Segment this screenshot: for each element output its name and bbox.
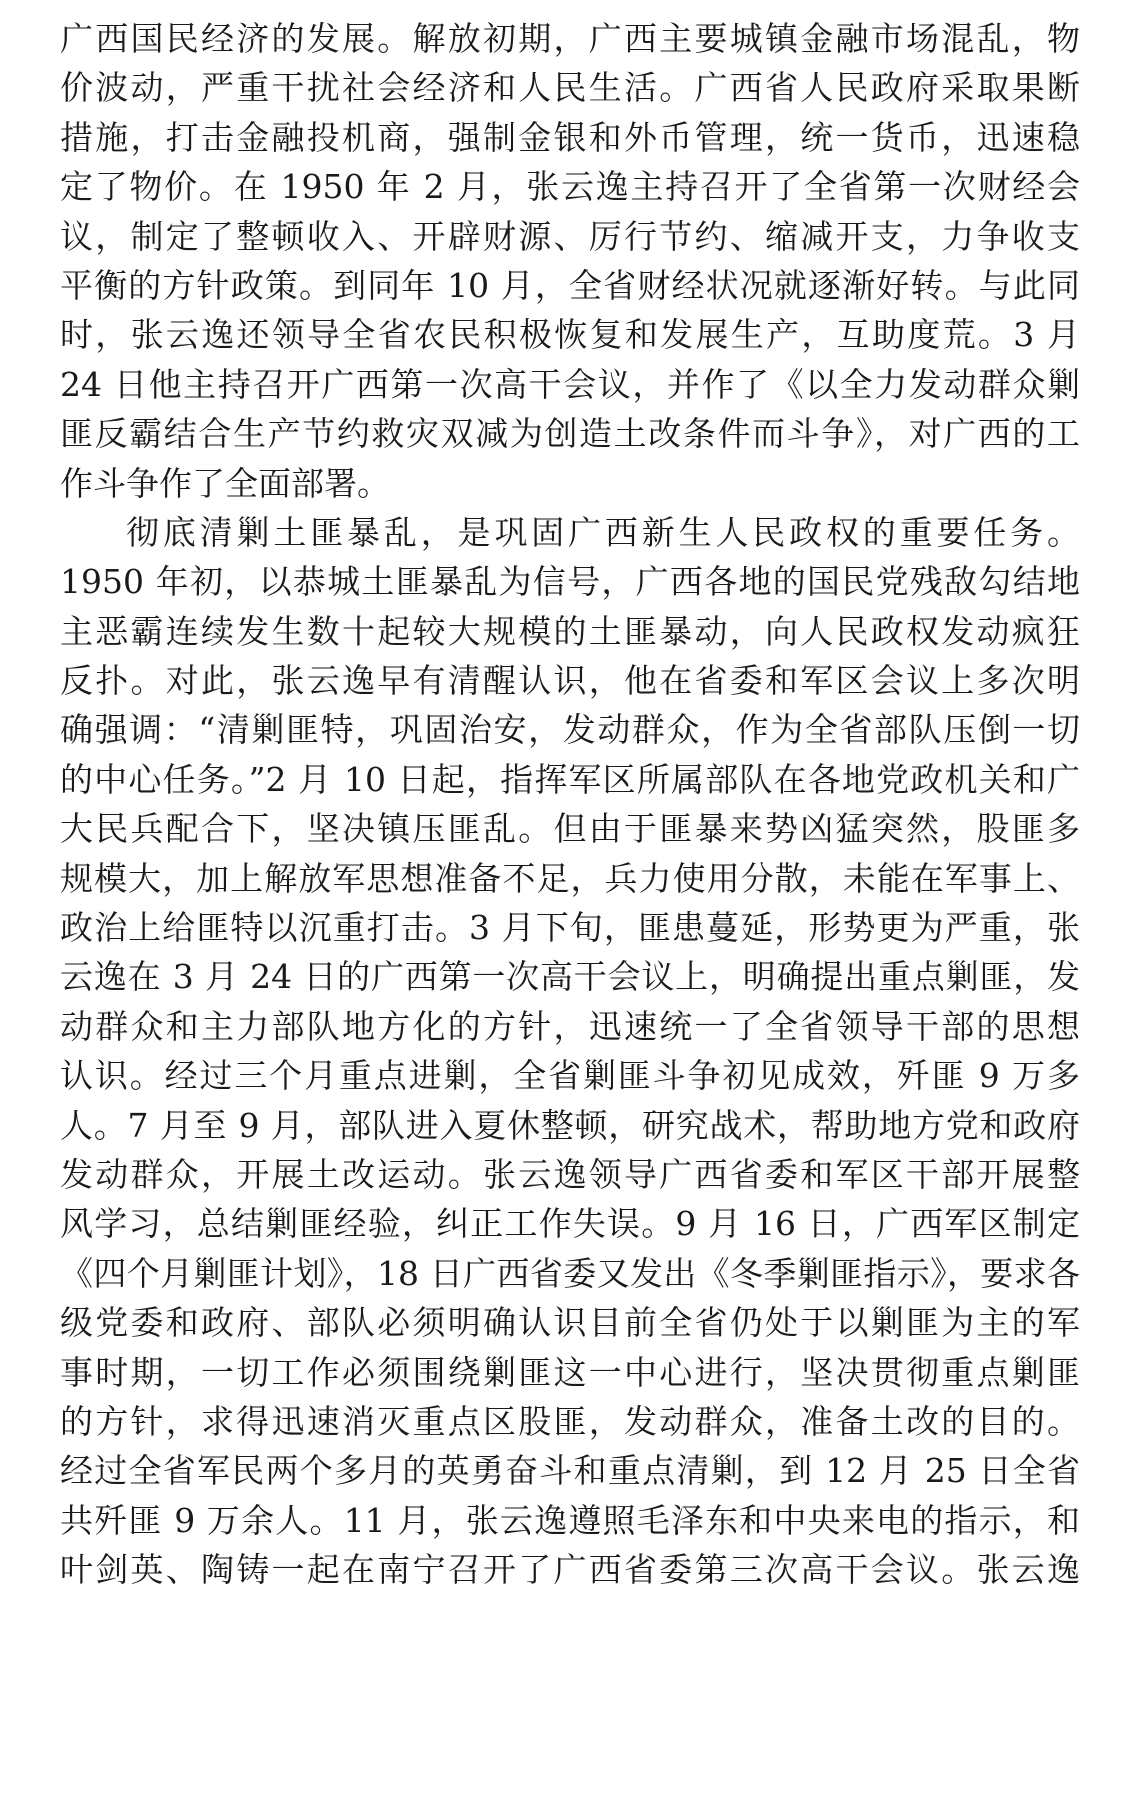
text-line: 主恶霸连续发生数十起较大规模的土匪暴动，向人民政权发动疯狂 (60, 611, 1080, 651)
text-line: 价波动，严重干扰社会经济和人民生活。广西省人民政府采取果断 (60, 68, 1080, 108)
text-line: 匪反霸结合生产节约救灾双减为创造土改条件而斗争》，对广西的工 (60, 414, 1080, 454)
text-line: 大民兵配合下，坚决镇压匪乱。但由于匪暴来势凶猛突然，股匪多 (60, 809, 1080, 849)
text-line: 措施，打击金融投机商，强制金银和外币管理，统一货币，迅速稳 (60, 117, 1080, 157)
text-line: 时，张云逸还领导全省农民积极恢复和发展生产，互助度荒。3 月 (60, 315, 1080, 355)
text-line: 人。7 月至 9 月，部队进入夏休整顿，研究战术，帮助地方党和政府 (60, 1105, 1080, 1145)
text-line: 规模大，加上解放军思想准备不足，兵力使用分散，未能在军事上、 (60, 858, 1080, 898)
text-line: 1950 年初，以恭城土匪暴乱为信号，广西各地的国民党残敌勾结地 (60, 562, 1080, 602)
text-line: 广西国民经济的发展。解放初期，广西主要城镇金融市场混乱，物 (60, 19, 1080, 58)
text-line: 的方针，求得迅速消灭重点区股匪，发动群众，准备土改的目的。 (60, 1401, 1080, 1441)
text-line: 政治上给匪特以沉重打击。3 月下旬，匪患蔓延，形势更为严重，张 (60, 908, 1080, 948)
text-line: 动群众和主力部队地方化的方针，迅速统一了全省领导干部的思想 (60, 1006, 1080, 1046)
text-line: 作斗争作了全面部署。 (60, 463, 390, 503)
text-line: 叶剑英、陶铸一起在南宁召开了广西省委第三次高干会议。张云逸 (60, 1550, 1080, 1590)
text-line: 《四个月剿匪计划》，18 日广西省委又发出《冬季剿匪指示》，要求各 (60, 1253, 1080, 1293)
paragraph-1 (60, 14, 1080, 508)
text-line: 的中心任务。”2 月 10 日起，指挥军区所属部队在各地党政机关和广 (60, 759, 1080, 799)
text-line: 定了物价。在 1950 年 2 月，张云逸主持召开了全省第一次财经会 (60, 167, 1080, 207)
body-text (60, 14, 1080, 1595)
text-line: 共歼匪 9 万余人。11 月，张云逸遵照毛泽东和中央来电的指示，和 (60, 1500, 1080, 1540)
text-line: 议，制定了整顿收入、开辟财源、厉行节约、缩减开支，力争收支 (60, 216, 1080, 256)
text-line: 风学习，总结剿匪经验，纠正工作失误。9 月 16 日，广西军区制定 (60, 1204, 1080, 1244)
text-line: 反扑。对此，张云逸早有清醒认识，他在省委和军区会议上多次明 (60, 661, 1080, 701)
text-line: 发动群众，开展土改运动。张云逸领导广西省委和军区干部开展整 (60, 1154, 1080, 1194)
paragraph-2 (60, 508, 1080, 1595)
text-line: 级党委和政府、部队必须明确认识目前全省仍处于以剿匪为主的军 (60, 1303, 1080, 1343)
text-line: 平衡的方针政策。到同年 10 月，全省财经状况就逐渐好转。与此同 (60, 265, 1080, 305)
text-line: 云逸在 3 月 24 日的广西第一次高干会议上，明确提出重点剿匪，发 (60, 957, 1080, 997)
text-line: 事时期，一切工作必须围绕剿匪这一中心进行，坚决贯彻重点剿匪 (60, 1352, 1080, 1392)
text-line: 认识。经过三个月重点进剿，全省剿匪斗争初见成效，歼匪 9 万多 (60, 1056, 1080, 1096)
text-line: 彻底清剿土匪暴乱，是巩固广西新生人民政权的重要任务。 (126, 512, 1080, 552)
text-line: 确强调：“清剿匪特，巩固治安，发动群众，作为全省部队压倒一切 (60, 710, 1080, 750)
text-line: 经过全省军民两个多月的英勇奋斗和重点清剿，到 12 月 25 日全省 (60, 1451, 1080, 1491)
text-line: 24 日他主持召开广西第一次高干会议，并作了《以全力发动群众剿 (60, 364, 1080, 404)
